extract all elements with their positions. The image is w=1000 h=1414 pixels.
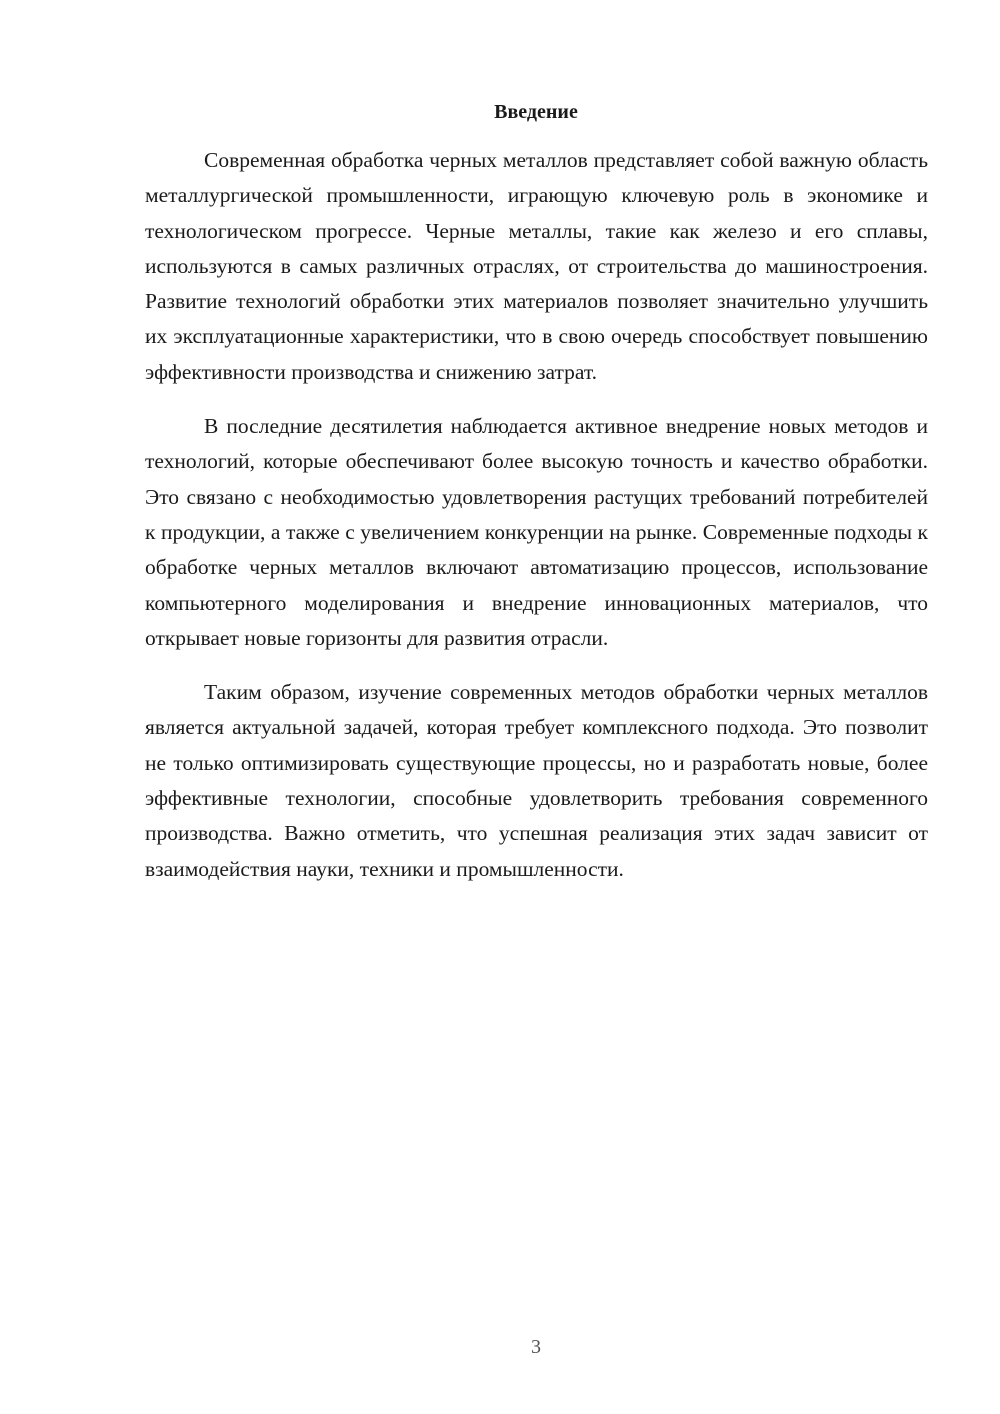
body-text — [145, 143, 928, 906]
paragraph-1: Современная обработка черных металлов представляет собой важную область металлургической промышленности, играющую ключевую роль в экономике и технологическом прогрессе. Черные металлы, такие как железо и его сплавы, используются в самых различных отраслях, от строительства до машиностроения. Развитие технологий обработки этих материалов позволяет значительно улучшить их эксплуатационные характеристики, что в свою очередь способствует повышению эффективности производства и снижению затрат. — [145, 148, 928, 384]
paragraph-3: Таким образом, изучение современных методов обработки черных металлов является актуальной задачей, которая требует комплексного подхода. Это позволит не только оптимизировать существующие процессы, но и разработать новые, более эффективные технологии, способные удовлетворить требования современного производства. Важно отметить, что успешная реализация этих задач зависит от взаимодействия науки, техники и промышленности. — [145, 680, 928, 881]
page-title: Введение — [494, 101, 578, 123]
page-number: 3 — [531, 1336, 541, 1358]
paragraph-2: В последние десятилетия наблюдается активное внедрение новых методов и технологий, которые обеспечивают более высокую точность и качество обработки. Это связано с необходимостью удовлетворения растущих требований потребителей к продукции, а также с увеличением конкуренции на рынке. Современные подходы к обработке черных металлов включают автоматизацию процессов, использование компьютерного моделирования и внедрение инновационных материалов, что открывает новые горизонты для развития отрасли. — [145, 414, 928, 650]
